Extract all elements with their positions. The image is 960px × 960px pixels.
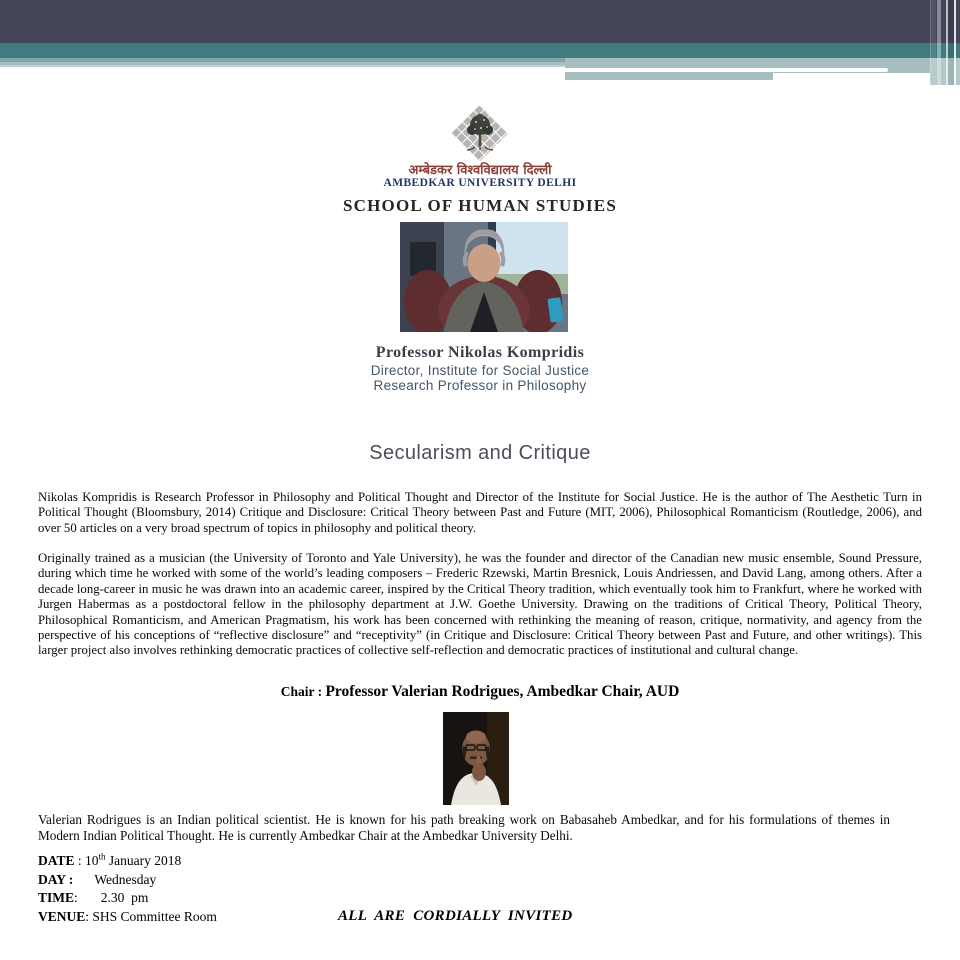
- date-separator: :: [74, 853, 86, 868]
- talk-title: Secularism and Critique: [369, 442, 591, 464]
- corner-stripe: [931, 0, 936, 85]
- university-english-name: AMBEDKAR UNIVERSITY DELHI: [383, 177, 577, 189]
- speaker-title-2: Research Professor in Philosophy: [373, 378, 587, 393]
- chair-photo: [443, 712, 509, 805]
- speaker-bio-paragraph-2: Originally trained as a musician (the University of Toronto and Yale University), he was the founder and director of the Canadian new music ensemble, Sound Pressure, during which time he worked with some of the world’s leading composers – Frederic Rzewski, Martin Bresnick, Louis Andriessen, and David Lang, among others. After a decade long-career in music he was drawn into an academic career, inspired by the Critical Theory tradition, which eventually took him to Frankfurt, where he worked with Jurgen Habermas as a postdoctoral fellow in the philosophy department at J.W. Goethe University. Drawing on the traditions of Critical Theory, Political Theory, Philosophical Romanticism, and American Pragmatism, his work has been concerned with rethinking the meaning of reason, critique, normativity, and agency from the perspective of his conceptions of “reflective disclosure” and “receptivity” (in Critique and Disclosure: Critical Theory between Past and Future, and other writings). This larger project also involves rethinking democratic practices of collective self-reflection and democratic practices of institutional and cultural change.: [38, 551, 922, 658]
- invitation-text: ALL ARE CORDIALLY INVITED: [338, 908, 573, 924]
- corner-stripe: [937, 0, 941, 85]
- date-rest: January 2018: [105, 853, 182, 868]
- date-ordinal: th: [98, 851, 106, 862]
- speaker-photo: [400, 222, 568, 332]
- date-row: [38, 853, 181, 869]
- date-label: DATE: [38, 853, 75, 868]
- venue-value: SHS Committee Room: [92, 909, 217, 924]
- header-teal-band: [0, 43, 960, 58]
- venue-row: [38, 909, 217, 925]
- chair-line: [0, 683, 960, 701]
- speaker-title-1: Director, Institute for Social Justice: [370, 363, 590, 378]
- university-hindi-name: अम्बेडकर विश्वविद्यालय दिल्ली: [408, 163, 552, 178]
- speaker-bio-paragraph-1: Nikolas Kompridis is Research Professor in Philosophy and Political Thought and Director of the Institute for Social Justice. He is the author of The Aesthetic Turn in Political Thought (Bloomsbury, 2014) Critique and Disclosure: Critical Theory between Past and Future (MIT, 2006), Philosophical Romanticism (Routledge, 2006), and over 50 articles on a very broad spectrum of topics in philosophy and political theory.: [38, 490, 922, 535]
- header-white-stripe: [565, 68, 888, 72]
- venue-colon: :: [85, 909, 93, 924]
- venue-label: VENUE: [38, 909, 86, 924]
- day-value: Wednesday: [94, 872, 157, 887]
- chair-bio-paragraph: Valerian Rodrigues is an Indian political scientist. He is known for his path breaking work on Babasaheb Ambedkar, and for his formulations of themes in Modern Indian Political Thought. He is currently Ambedkar Chair at the Ambedkar University Delhi.: [38, 812, 890, 843]
- time-label: TIME: [38, 890, 75, 905]
- time-value: 2.30 pm: [100, 890, 149, 905]
- speaker-name: Professor Nikolas Kompridis: [375, 344, 585, 361]
- day-label: DAY :: [38, 872, 74, 887]
- day-row: [38, 872, 156, 888]
- time-colon: :: [74, 890, 78, 905]
- time-row: [38, 890, 148, 906]
- chair-label: Chair :: [280, 684, 326, 699]
- chair-name: Professor Valerian Rodrigues, Ambedkar Chair, AUD: [325, 683, 680, 700]
- tree-diamond-logo-icon: [451, 106, 509, 162]
- date-day: 10: [85, 853, 99, 868]
- header-dark-band: [0, 0, 960, 43]
- corner-stripe: [954, 0, 956, 85]
- header-corner-stripes: [930, 0, 960, 85]
- school-title: SCHOOL OF HUMAN STUDIES: [343, 196, 617, 215]
